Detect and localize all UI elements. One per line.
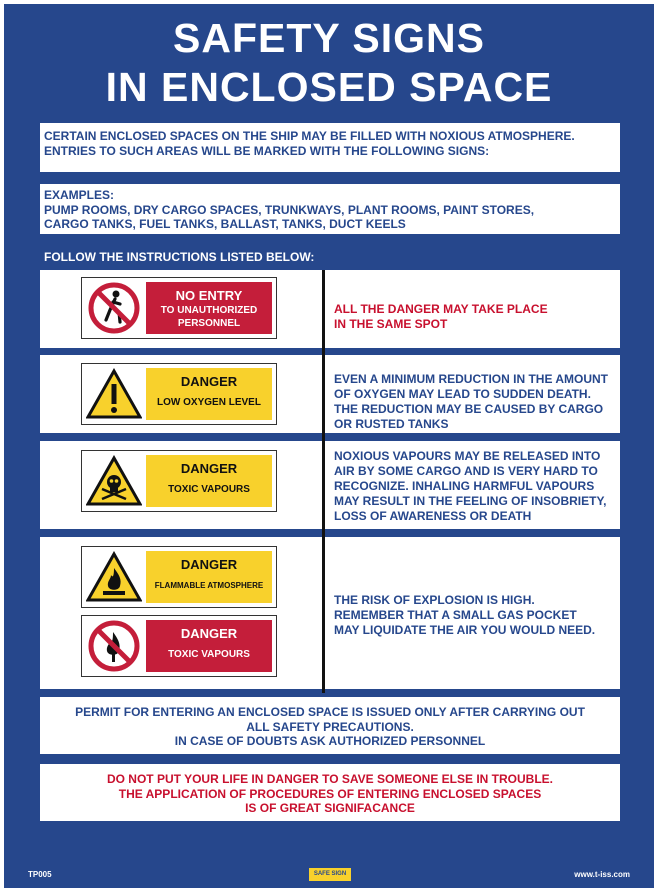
no-open-flame-icon — [86, 620, 142, 672]
flammable-panel — [146, 551, 272, 603]
low-oxygen-sub: LOW OXYGEN LEVEL — [157, 397, 261, 408]
row-3-line: LOSS OF AWARENESS OR DEATH — [334, 509, 532, 523]
row-4-line: MAY LIQUIDATE THE AIR YOU WOULD NEED. — [334, 623, 596, 637]
permit-box — [40, 697, 620, 754]
no-entry-sign — [81, 277, 277, 339]
no-entry-line-2: PERSONNEL — [177, 318, 241, 329]
toxic-title: DANGER — [180, 461, 238, 476]
row-2-line: EVEN A MINIMUM REDUCTION IN THE AMOUNT — [334, 372, 608, 386]
website-url[interactable]: www.t-iss.com — [574, 870, 630, 879]
row-3-line: NOXIOUS VAPOURS MAY BE RELEASED INTO — [334, 449, 601, 463]
warning-line: IS OF GREAT SIGNIFACANCE — [245, 801, 415, 815]
intro-line-1: CERTAIN ENCLOSED SPACES ON THE SHIP MAY BE FILLED WITH NOXIOUS ATMOSPHERE. — [44, 129, 575, 143]
warning-box — [40, 764, 620, 821]
row-4-line: THE RISK OF EXPLOSION IS HIGH. — [334, 593, 535, 607]
no-entry-title: NO ENTRY — [175, 288, 243, 303]
low-oxygen-panel — [146, 368, 272, 420]
permit-line: PERMIT FOR ENTERING AN ENCLOSED SPACE IS ISSUED ONLY AFTER CARRYING OUT — [75, 705, 585, 719]
title-line-1: SAFETY SIGNS — [173, 15, 485, 61]
safety-poster — [4, 4, 654, 888]
exclamation-triangle-icon — [86, 368, 142, 420]
title-line-2: IN ENCLOSED SPACE — [105, 64, 553, 110]
row-4-line: REMEMBER THAT A SMALL GAS POCKET — [334, 608, 577, 622]
warning-line: THE APPLICATION OF PROCEDURES OF ENTERING ENCLOSED SPACES — [118, 786, 542, 801]
toxic-vapours-no-flame-sign — [81, 615, 277, 677]
follow-instructions-heading: FOLLOW THE INSTRUCTIONS LISTED BELOW: — [44, 250, 315, 264]
flammable-title: DANGER — [180, 557, 238, 572]
column-divider — [322, 270, 325, 693]
examples-box — [40, 184, 620, 234]
poster-title — [4, 14, 654, 112]
toxic-sub: TOXIC VAPOURS — [168, 484, 250, 495]
toxic-vapours-panel — [146, 455, 272, 507]
toxic2-sub: TOXIC VAPOURS — [168, 649, 250, 660]
no-entry-line-1: TO UNAUTHORIZED — [160, 305, 258, 316]
toxic-vapours-sign — [81, 450, 277, 512]
intro-box — [40, 123, 620, 172]
row-1-text — [334, 302, 614, 332]
flammable-sub: FLAMMABLE ATMOSPHERE — [154, 581, 264, 590]
safe-sign-logo: SAFE SIGN — [309, 868, 351, 881]
instruction-row-toxic — [40, 441, 620, 529]
instruction-row-flammable — [40, 537, 620, 689]
no-pedestrian-icon — [86, 282, 142, 334]
flame-triangle-icon — [86, 551, 142, 603]
instruction-row-no-entry — [40, 270, 620, 348]
row-1-line: IN THE SAME SPOT — [334, 317, 448, 331]
skull-triangle-icon — [86, 455, 142, 507]
examples-line-2: CARGO TANKS, FUEL TANKS, BALLAST, TANKS, DUCT KEELS — [44, 217, 406, 231]
no-entry-panel — [146, 282, 272, 334]
warning-line: DO NOT PUT YOUR LIFE IN DANGER TO SAVE SOMEONE ELSE IN TROUBLE. — [106, 772, 554, 786]
row-2-line: OF OXYGEN MAY LEAD TO SUDDEN DEATH. — [334, 387, 591, 401]
row-2-text — [334, 372, 614, 432]
row-2-line: THE REDUCTION MAY BE CAUSED BY CARGO — [334, 402, 604, 416]
low-oxygen-sign — [81, 363, 277, 425]
toxic2-title: DANGER — [180, 626, 238, 641]
permit-line: ALL SAFETY PRECAUTIONS. — [246, 719, 414, 734]
row-3-text — [334, 449, 614, 524]
flammable-atmosphere-sign — [81, 546, 277, 608]
intro-line-2: ENTRIES TO SUCH AREAS WILL BE MARKED WITH THE FOLLOWING SIGNS: — [44, 143, 490, 158]
permit-line: IN CASE OF DOUBTS ASK AUTHORIZED PERSONNEL — [174, 734, 486, 748]
toxic-vapours-red-panel — [146, 620, 272, 672]
examples-heading: EXAMPLES: — [44, 188, 115, 202]
row-4-text — [334, 593, 614, 638]
examples-line-1: PUMP ROOMS, DRY CARGO SPACES, TRUNKWAYS, PLANT ROOMS, PAINT STORES, — [44, 202, 535, 217]
row-2-line: OR RUSTED TANKS — [334, 417, 449, 431]
poster-code: TP005 — [28, 870, 52, 879]
row-3-line: RECOGNIZE. INHALING HARMFUL VAPOURS — [334, 479, 595, 493]
row-1-line: ALL THE DANGER MAY TAKE PLACE — [334, 302, 548, 316]
low-oxygen-title: DANGER — [180, 374, 238, 389]
instruction-row-low-oxygen — [40, 355, 620, 433]
row-3-line: AIR BY SOME CARGO AND IS VERY HARD TO — [334, 464, 598, 478]
row-3-line: MAY RESULT IN THE FEELING OF INSOBRIETY, — [334, 494, 607, 508]
